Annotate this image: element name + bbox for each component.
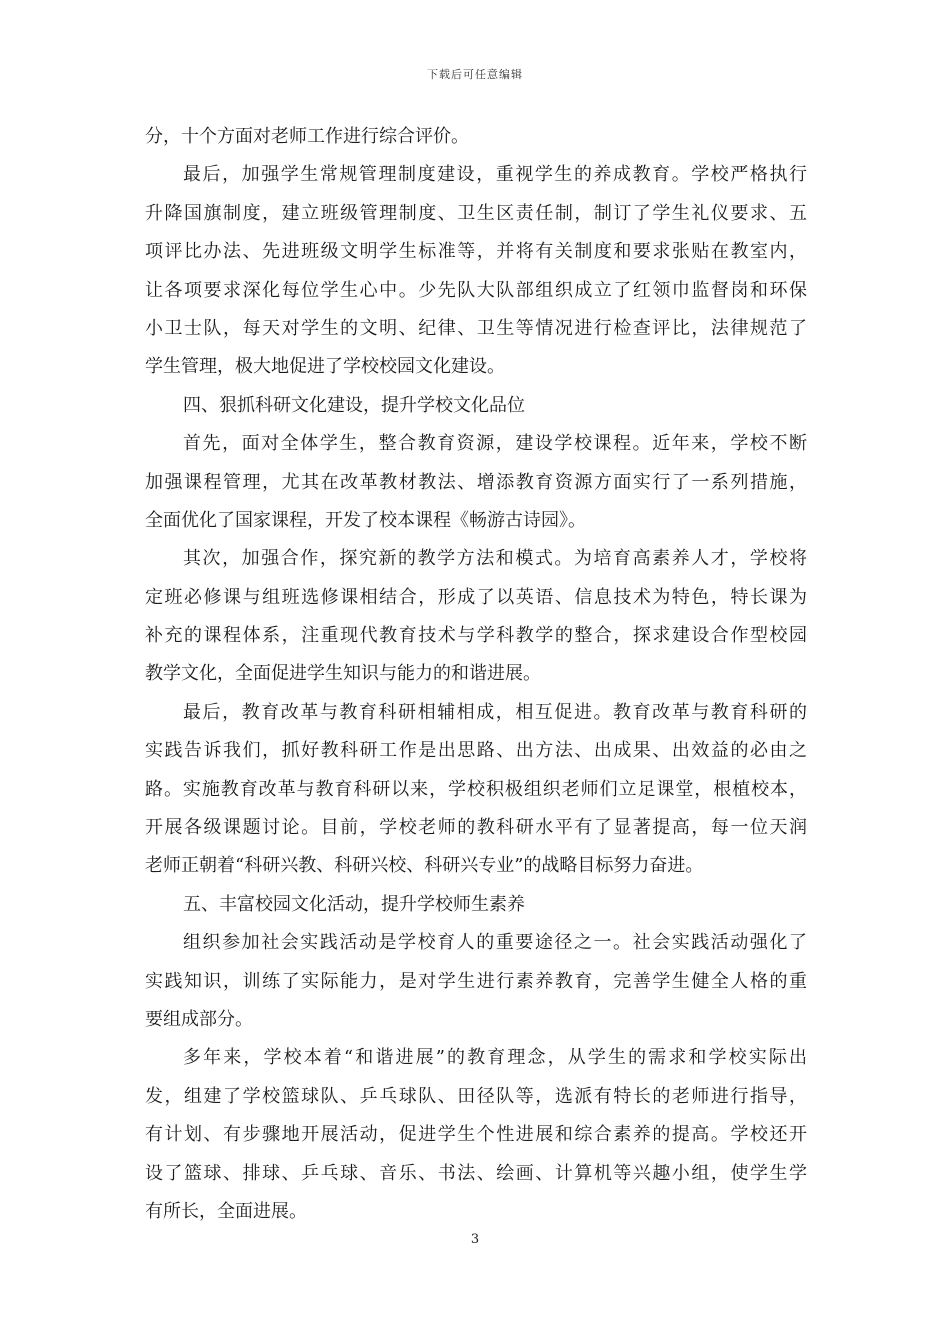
text-line: 四、狠抓科研文化建设，提升学校文化品位 — [183, 394, 525, 416]
text-line: 加强课程管理，尤其在改革教材教法、增添教育资源方面实行了一系列措施， — [145, 471, 807, 493]
text-line: 开展各级课题讨论。目前，学校老师的教科研水平有了显著提高，每一位天润 — [145, 817, 807, 839]
text-line: 要组成部分。 — [145, 1008, 253, 1030]
text-line: 路。实施教育改革与教育科研以来，学校积极组织老师们立足课堂，根植校本， — [145, 778, 807, 800]
text-line: 项评比办法、先进班级文明学生标准等，并将有关制度和要求张贴在教室内， — [145, 241, 807, 263]
body-text — [145, 118, 807, 1231]
text-line: 最后，教育改革与教育科研相辅相成，相互促进。教育改革与教育科研的 — [183, 701, 807, 723]
text-line: 有计划、有步骤地开展活动，促进学生个性进展和综合素养的提高。学校还开 — [145, 1124, 807, 1146]
text-line: 首先，面对全体学生，整合教育资源，建设学校课程。近年来，学校不断 — [183, 433, 807, 455]
text-line: 老师正朝着“科研兴教、科研兴校、科研兴专业”的战略目标努力奋进。 — [145, 855, 704, 877]
text-line: 设了篮球、排球、乒乓球、音乐、书法、绘画、计算机等兴趣小组，使学生学 — [145, 1162, 807, 1184]
text-line: 多年来，学校本着“和谐进展”的教育理念，从学生的需求和学校实际出 — [183, 1047, 807, 1069]
text-line: 让各项要求深化每位学生心中。少先队大队部组织成立了红领巾监督岗和环保 — [145, 279, 807, 301]
text-line: 补充的课程体系，注重现代教育技术与学科教学的整合，探求建设合作型校园 — [145, 625, 807, 647]
text-line: 其次，加强合作，探究新的教学方法和模式。为培育高素养人才，学校将 — [183, 548, 807, 570]
text-line: 实践告诉我们，抓好教科研工作是出思路、出方法、出成果、出效益的必由之 — [145, 740, 807, 762]
page-header: 下载后可任意编辑 — [427, 68, 523, 81]
text-line: 五、丰富校园文化活动，提升学校师生素养 — [183, 893, 525, 915]
text-line: 学生管理，极大地促进了学校校园文化建设。 — [145, 356, 505, 378]
text-line: 定班必修课与组班选修课相结合，形成了以英语、信息技术为特色，特长课为 — [145, 586, 807, 608]
page-number: 3 — [470, 1232, 480, 1247]
text-line: 全面优化了国家课程，开发了校本课程《畅游古诗园》。 — [145, 509, 586, 531]
text-line: 最后，加强学生常规管理制度建设，重视学生的养成教育。学校严格执行 — [183, 164, 807, 186]
text-line: 升降国旗制度，建立班级管理制度、卫生区责任制，制订了学生礼仪要求、五 — [145, 202, 807, 224]
text-line: 发，组建了学校篮球队、乒乓球队、田径队等，选派有特长的老师进行指导， — [145, 1085, 807, 1107]
text-line: 有所长，全面进展。 — [145, 1200, 307, 1222]
text-line: 小卫士队，每天对学生的文明、纪律、卫生等情况进行检查评比，法律规范了 — [145, 317, 807, 339]
text-line: 分，十个方面对老师工作进行综合评价。 — [145, 126, 469, 147]
text-line: 教学文化，全面促进学生知识与能力的和谐进展。 — [145, 663, 541, 685]
text-line: 组织参加社会实践活动是学校育人的重要途径之一。社会实践活动强化了 — [183, 932, 807, 954]
text-line: 实践知识，训练了实际能力，是对学生进行素养教育，完善学生健全人格的重 — [145, 970, 807, 992]
